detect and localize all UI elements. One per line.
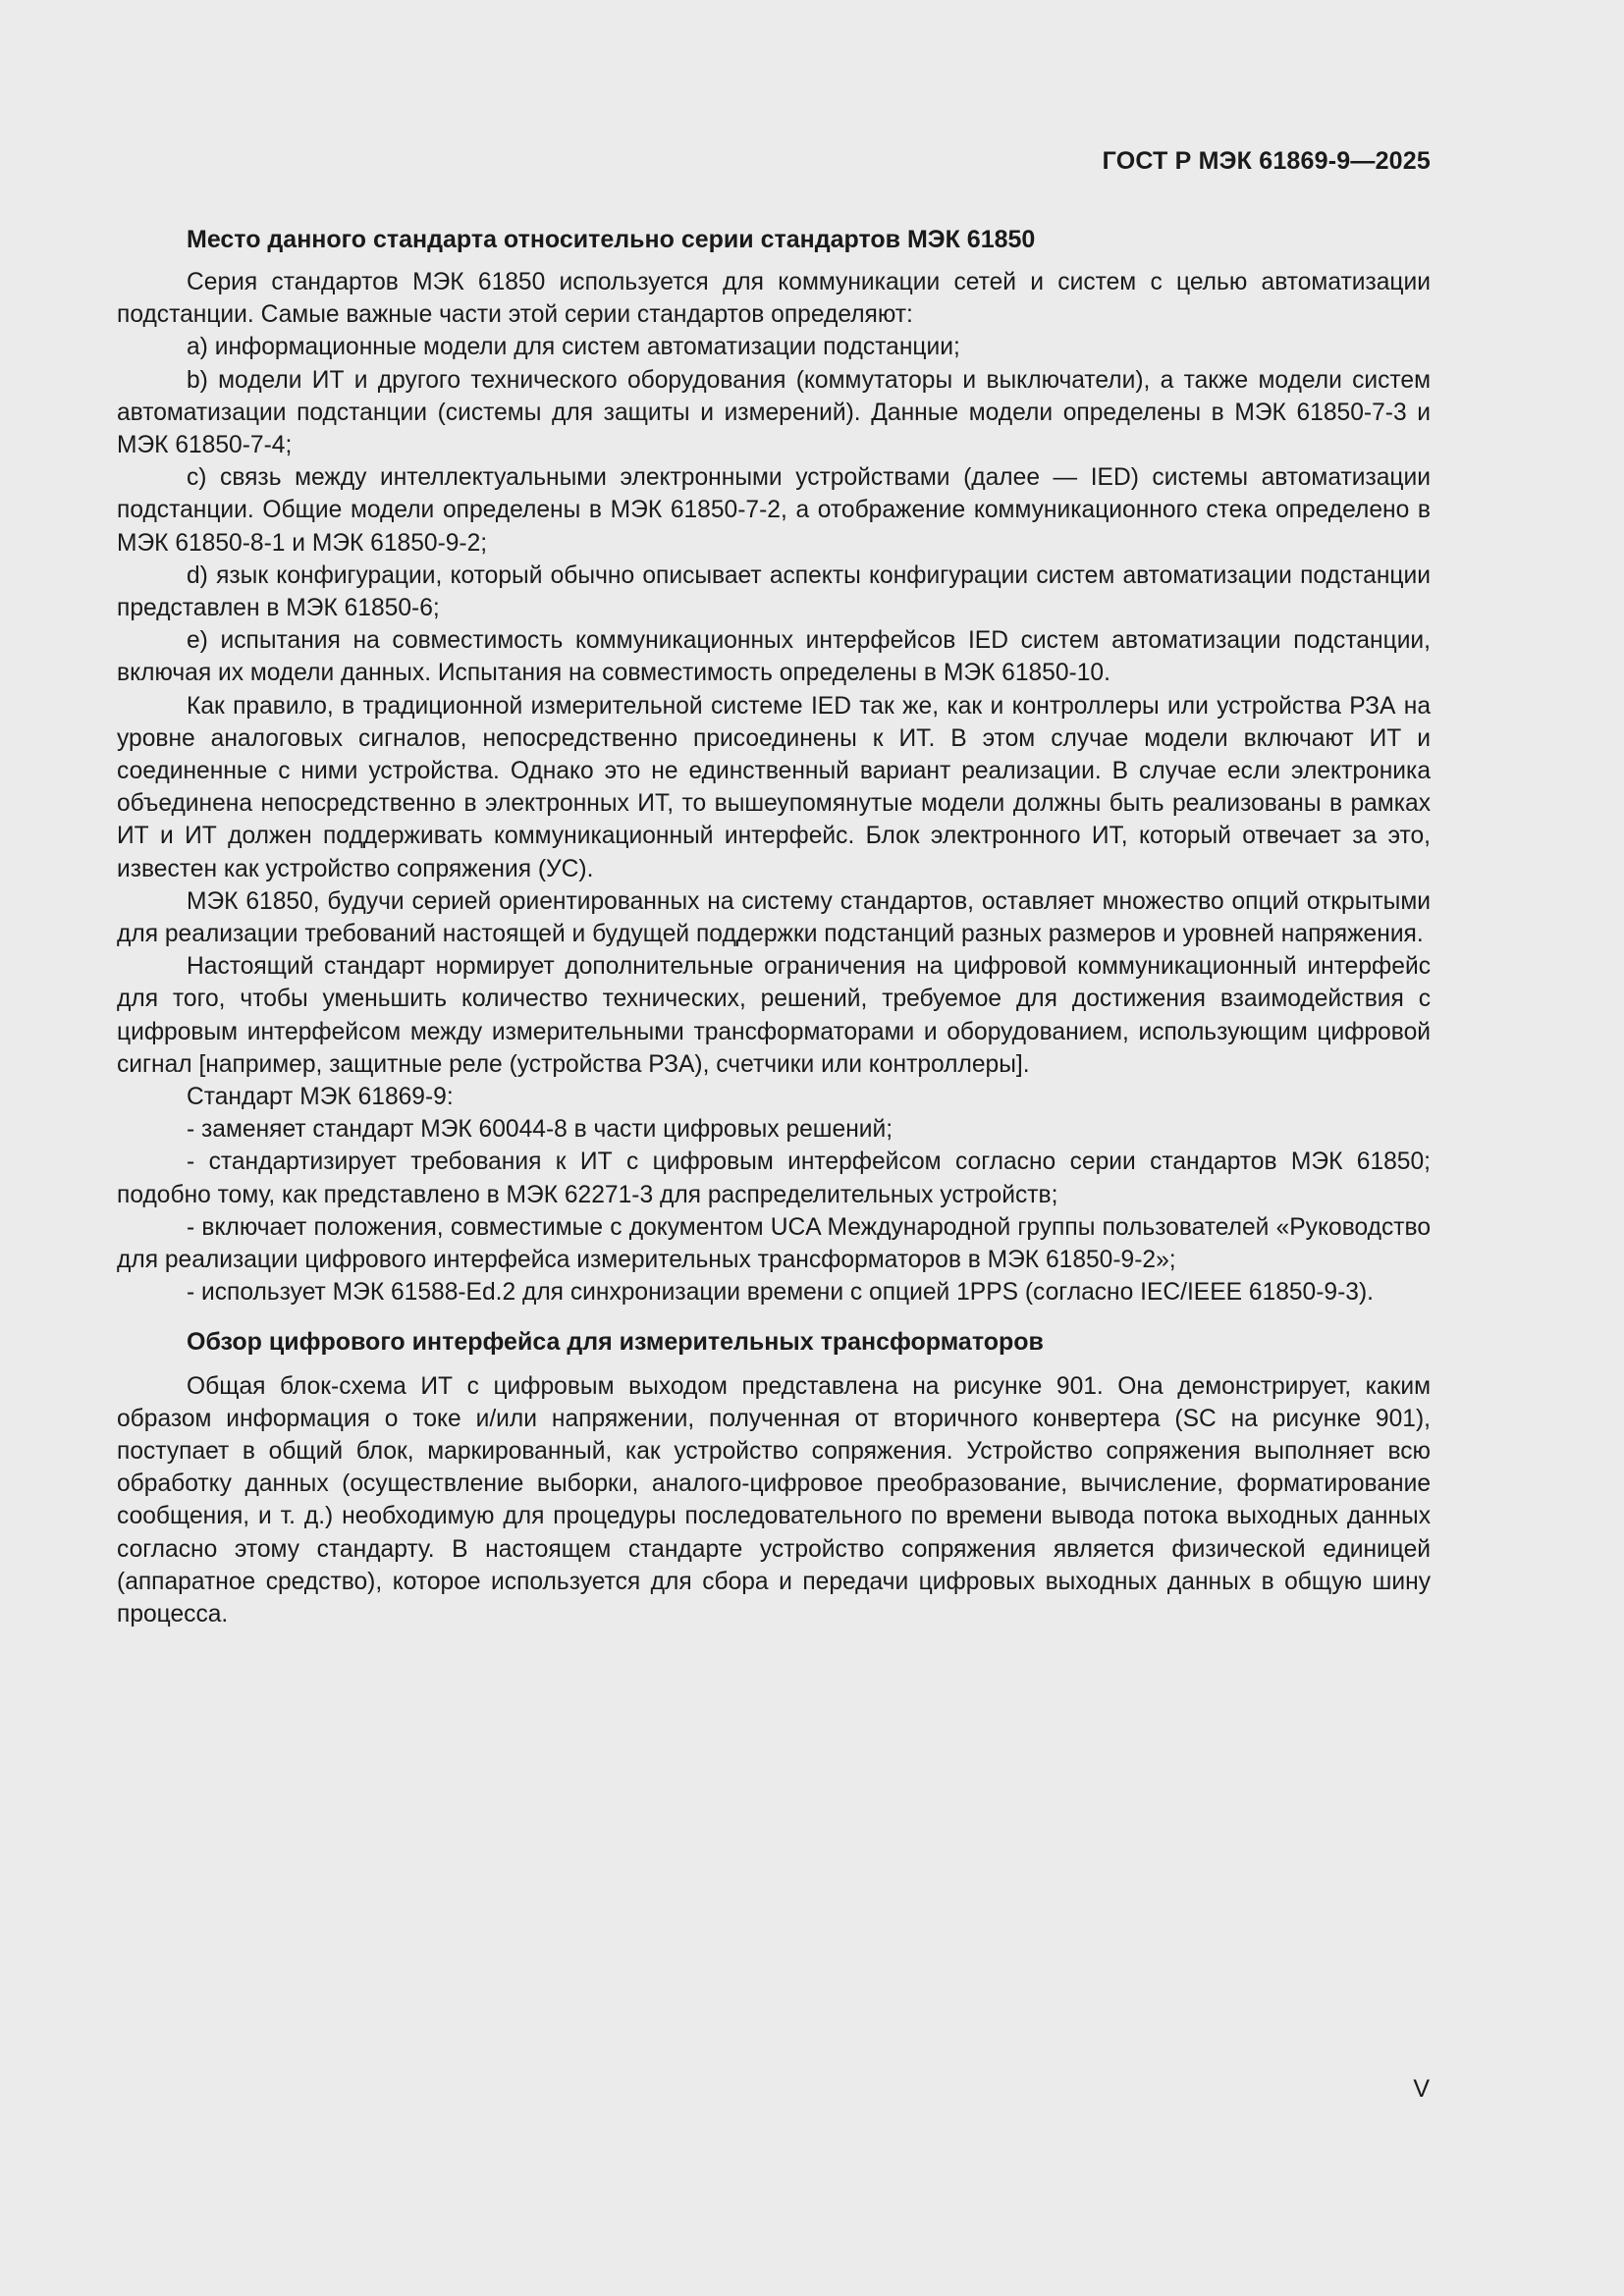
section-heading-digital-interface: Обзор цифрового интерфейса для измерительных трансформаторов [187, 1327, 1044, 1356]
list-item: - включает положения, совместимые с документом UCA Международной группы пользователей «Руководство для реализации цифрового интерфейса измерительных трансформаторов в МЭК 61850-9-2»; [117, 1213, 1431, 1274]
paragraph: Стандарт МЭК 61869-9: [187, 1084, 454, 1111]
list-item: - использует МЭК 61588-Ed.2 для синхронизации времени с опцией 1PPS (согласно IEC/IEEE 61850-9-3). [187, 1279, 1374, 1307]
list-item: а) информационные модели для систем автоматизации подстанции; [187, 334, 960, 361]
paragraph: Настоящий стандарт нормирует дополнительные ограничения на цифровой коммуникационный интерфейс для того, чтобы уменьшить количество технических, решений, требуемое для достижения взаимодействия с цифровым интерфейсом между измерительными трансформаторами и оборудованием, использующим цифровой сигнал [например, защитные реле (устройства РЗА), счетчики или контроллеры]. [117, 953, 1431, 1078]
paragraph: Как правило, в традиционной измерительной системе IED так же, как и контроллеры или устройства РЗА на уровне аналоговых сигналов, непосредственно присоединены к ИТ. В этом случае модели включают ИТ и соединенные с ними устройства. Однако это не единственный вариант реализации. В случае если электроника объединена непосредственно в электронных ИТ, то вышеупомянутые модели должны быть реализованы в рамках ИТ и ИТ должен поддерживать коммуникационный интерфейс. Блок электронного ИТ, который отвечает за это, известен как устройство сопряжения (УС). [117, 692, 1431, 882]
paragraph: Серия стандартов МЭК 61850 используется для коммуникации сетей и систем с целью автоматизации подстанции. Самые важные части этой серии стандартов определяют: [117, 269, 1431, 329]
list-item: - стандартизирует требования к ИТ с цифровым интерфейсом согласно серии стандартов МЭК 61850; подобно тому, как представлено в МЭК 62271-3 для распределительных устройств; [117, 1148, 1431, 1208]
paragraph: МЭК 61850, будучи серией ориентированных на систему стандартов, оставляет множество опций открытыми для реализации требований настоящей и будущей поддержки подстанций разных размеров и уровней напряжения. [117, 887, 1431, 948]
document-header: ГОСТ Р МЭК 61869-9—2025 [1102, 147, 1431, 175]
list-item: e) испытания на совместимость коммуникационных интерфейсов IED систем автоматизации подстанции, включая их модели данных. Испытания на совместимость определены в МЭК 61850-10. [117, 627, 1431, 687]
document-body [117, 224, 1431, 1630]
list-item: d) язык конфигурации, который обычно описывает аспекты конфигурации систем автоматизации подстанции представлен в МЭК 61850-6; [117, 561, 1431, 622]
list-item: c) связь между интеллектуальными электронными устройствами (далее — IED) системы автоматизации подстанции. Общие модели определены в МЭК 61850-7-2, а отображение коммуникационного стека определено в МЭК 61850-8-1 и МЭК 61850-9-2; [117, 464, 1431, 557]
section-heading-standard-place: Место данного стандарта относительно серии стандартов МЭК 61850 [187, 226, 1036, 253]
paragraph: Общая блок-схема ИТ с цифровым выходом представлена на рисунке 901. Она демонстрирует, каким образом информация о токе и/или напряжении, полученная от вторичного конвертера (SC на рисунке 901), поступает в общий блок, маркированный, как устройство сопряжения. Устройство сопряжения выполняет всю обработку данных (осуществление выборки, аналого-цифровое преобразование, вычисление, форматирование сообщения, и т. д.) необходимую для процедуры последовательного по времени вывода потока выходных данных согласно этому стандарту. В настоящем стандарте устройство сопряжения является физической единицей (аппаратное средство), которое используется для сбора и передачи цифровых выходных данных в общую шину процесса. [117, 1372, 1431, 1628]
list-item: b) модели ИТ и другого технического оборудования (коммутаторы и выключатели), а также модели систем автоматизации подстанции (системы для защиты и измерений). Данные модели определены в МЭК 61850-7-3 и МЭК 61850-7-4; [117, 366, 1431, 459]
list-item: - заменяет стандарт МЭК 60044-8 в части цифровых решений; [187, 1116, 893, 1144]
page-number: V [1413, 2075, 1430, 2103]
